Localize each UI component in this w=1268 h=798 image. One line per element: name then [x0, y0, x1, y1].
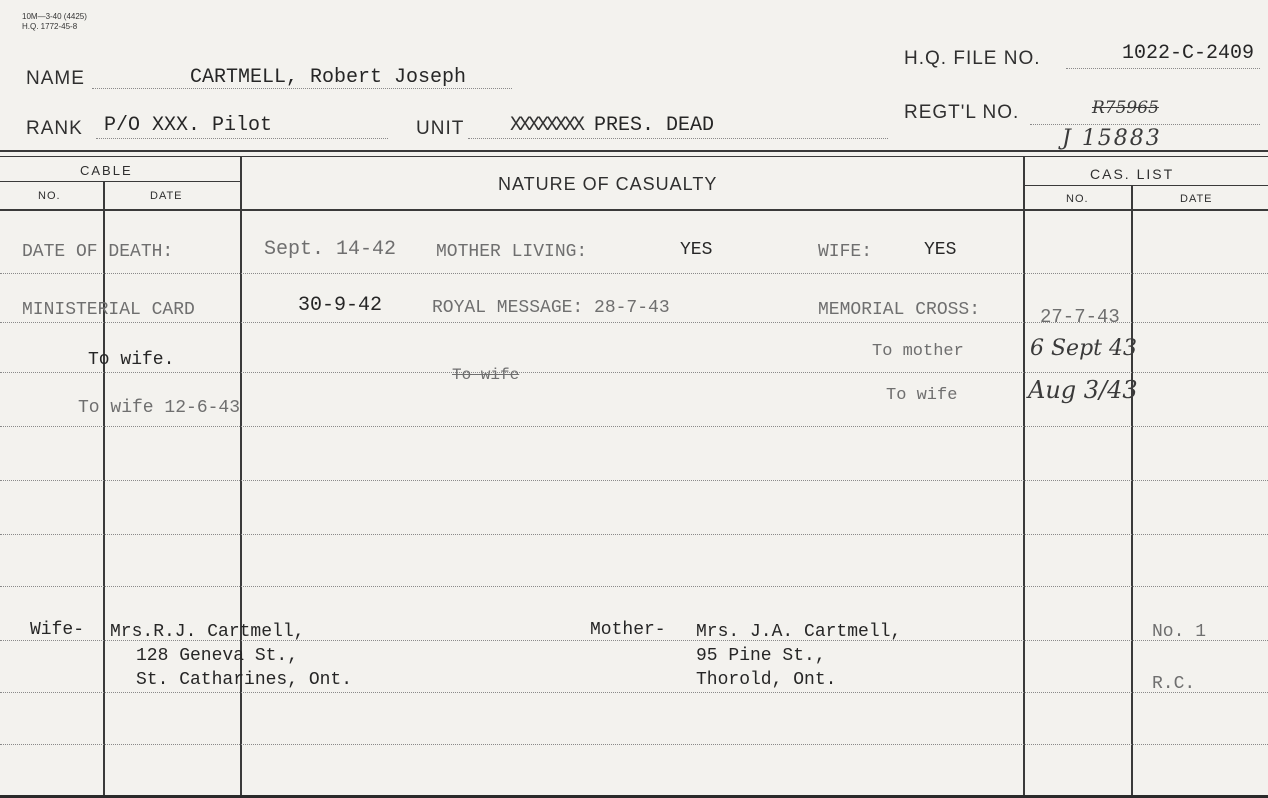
memorial-cross-label: MEMORIAL CROSS: — [818, 300, 981, 320]
table-top-rule-2 — [0, 156, 1268, 157]
wife-prefix: Wife- — [30, 620, 85, 640]
regtl-struck: R75965 — [1092, 98, 1159, 118]
col-line-cable-end — [240, 156, 242, 798]
cas-header-rule — [1024, 185, 1268, 186]
rank-dotline — [96, 138, 388, 139]
col-cable-no: NO. — [38, 190, 61, 202]
name-value: CARTMELL, Robert Joseph — [190, 66, 467, 89]
form-code-line2: H.Q. 1772-45-8 — [22, 22, 78, 31]
col-cas-no: NO. — [1066, 193, 1089, 205]
unit-label: UNIT — [416, 118, 465, 139]
to-wife-2-date: Aug 3/43 — [1028, 376, 1138, 404]
row-line — [0, 480, 1268, 481]
ministerial-card-value: 30-9-42 — [298, 294, 383, 317]
to-mother-date: 6 Sept 43 — [1030, 336, 1137, 361]
row-line — [0, 586, 1268, 587]
row-line — [0, 692, 1268, 693]
unit-value: PRES. DEAD — [594, 114, 715, 137]
date-of-death-value: Sept. 14-42 — [264, 238, 397, 261]
table-top-rule — [0, 150, 1268, 152]
memorial-cross-value: 27-7-43 — [1040, 306, 1120, 328]
to-wife-struck: To wife — [452, 366, 520, 384]
col-line-cas-no — [1131, 186, 1133, 798]
wife-name: Mrs.R.J. Cartmell, — [110, 622, 305, 642]
to-wife-2: To wife — [886, 386, 958, 405]
col-line-cas-start — [1023, 156, 1025, 798]
cable-header-rule — [0, 181, 241, 182]
regtl-dotline — [1030, 124, 1260, 125]
to-wife-1: To wife. — [88, 350, 175, 370]
form-code — [22, 12, 87, 32]
header-bottom-rule — [0, 209, 1268, 211]
hq-file-value: 1022-C-2409 — [1122, 42, 1255, 65]
rank-label: RANK — [26, 118, 83, 139]
to-mother: To mother — [872, 342, 964, 361]
mother-address — [696, 620, 901, 692]
rank-value: P/O XXX. Pilot — [104, 114, 273, 137]
wife-label: WIFE: — [818, 242, 873, 262]
col-cable: CABLE — [80, 163, 133, 178]
col-cas-list: CAS. LIST — [1090, 166, 1175, 182]
row-line — [0, 273, 1268, 274]
row-line — [0, 744, 1268, 745]
regtl-handwritten: J 15883 — [1062, 126, 1162, 151]
wife-city: St. Catharines, Ont. — [136, 670, 353, 690]
form-code-line1: 10M—3-40 (4425) — [22, 12, 87, 21]
wife-value: YES — [924, 240, 957, 260]
col-cas-date: DATE — [1180, 193, 1213, 205]
unit-value-group — [510, 114, 714, 137]
col-line-cable-no — [103, 182, 105, 798]
mother-city: Thorold, Ont. — [696, 670, 837, 690]
name-label: NAME — [26, 68, 85, 89]
row-line — [0, 372, 1268, 373]
mother-name: Mrs. J.A. Cartmell, — [696, 622, 902, 642]
mother-living-label: MOTHER LIVING: — [436, 242, 588, 262]
hq-file-label: H.Q. FILE NO. — [904, 48, 1041, 69]
mother-prefix: Mother- — [590, 620, 666, 640]
regtl-label: REGT'L NO. — [904, 102, 1020, 123]
to-wife-dated: To wife 12-6-43 — [78, 398, 241, 418]
wife-address — [110, 620, 352, 692]
hq-file-dotline — [1066, 68, 1260, 69]
row-line — [0, 534, 1268, 535]
col-cable-date: DATE — [150, 190, 183, 202]
date-of-death-label: DATE OF DEATH: — [22, 242, 174, 262]
col-nature: NATURE OF CASUALTY — [498, 174, 718, 194]
unit-dotline — [468, 138, 888, 139]
wife-street: 128 Geneva St., — [136, 646, 299, 666]
row-line — [0, 426, 1268, 427]
ministerial-card-label: MINISTERIAL CARD — [22, 300, 195, 320]
mother-street: 95 Pine St., — [696, 646, 826, 666]
mother-living-value: YES — [680, 240, 713, 260]
cas-list-no-1: No. 1 — [1152, 622, 1207, 642]
cas-list-rc: R.C. — [1152, 674, 1196, 694]
unit-struck: XXXXXXXX — [510, 114, 583, 137]
royal-message: ROYAL MESSAGE: 28-7-43 — [432, 298, 670, 318]
